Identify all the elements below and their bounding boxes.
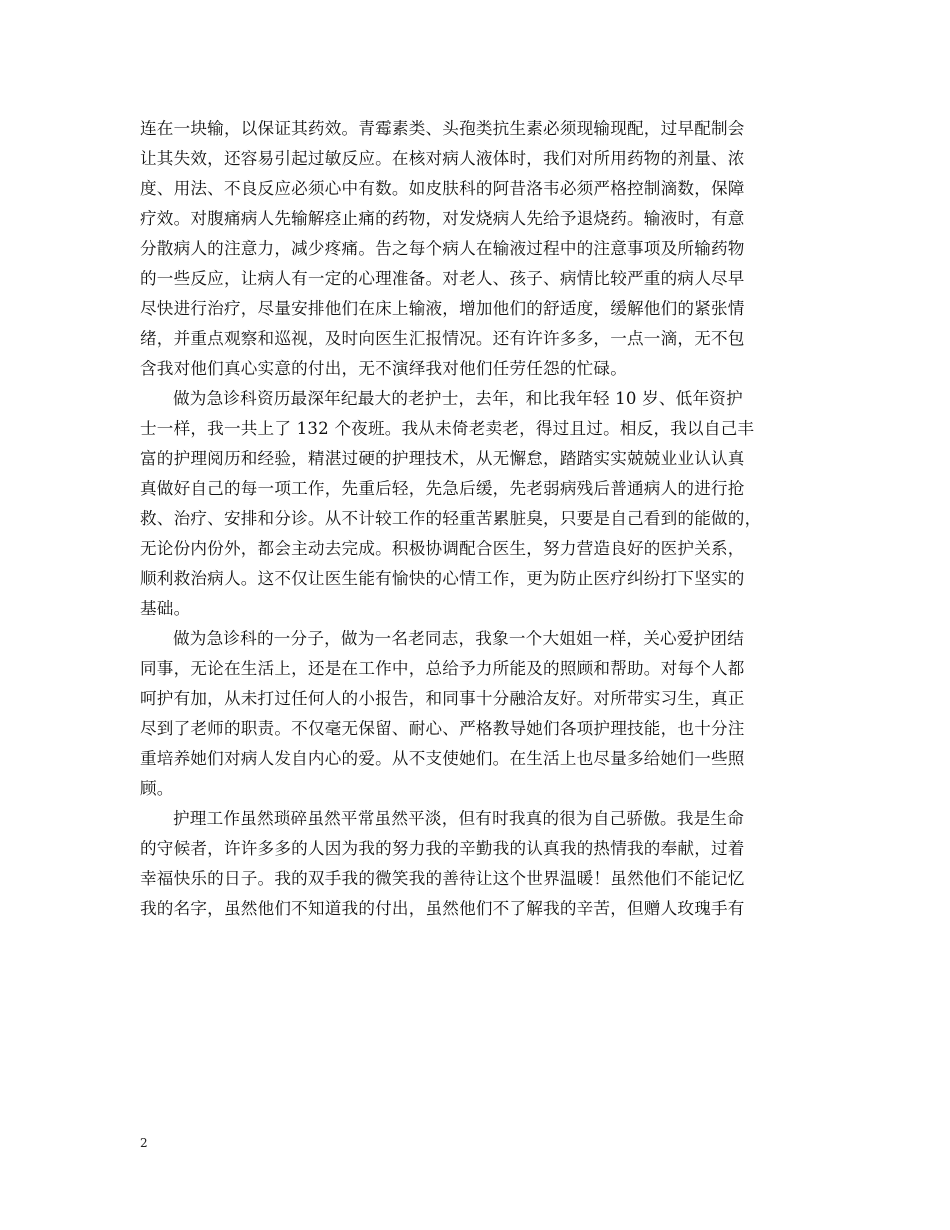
- text-line: 让其失效，还容易引起过敏反应。在核对病人液体时，我们对所用药物的剂量、浓: [140, 149, 745, 168]
- text-line: 的守候者，许许多多的人因为我的努力我的辛勤我的认真我的热情我的奉献，过着: [140, 839, 745, 858]
- paragraph-1: [140, 114, 815, 384]
- text-line: 做为急诊科资历最深年纪最大的老护士，去年，和比我年轻 10 岁、低年资护: [173, 389, 743, 408]
- text-line: 尽快进行治疗，尽量安排他们在床上输液，增加他们的舒适度，缓解他们的紧张情: [140, 299, 745, 318]
- text-line: 无论份内份外，都会主动去完成。积极协调配合医生，努力营造良好的医护关系，: [140, 539, 745, 558]
- text-line: 疗效。对腹痛病人先输解痉止痛的药物，对发烧病人先给予退烧药。输液时，有意: [140, 209, 745, 228]
- paragraph-4: [140, 804, 815, 924]
- text-line: 呵护有加，从未打过任何人的小报告，和同事十分融洽友好。对所带实习生，真正: [140, 689, 745, 708]
- text-line: 含我对他们真心实意的付出，无不演绎我对他们任劳任怨的忙碌。: [140, 359, 628, 378]
- text-line: 真做好自己的每一项工作，先重后轻，先急后缓，先老弱病残后普通病人的进行抢: [140, 479, 745, 498]
- text-line: 顺利救治病人。这不仅让医生能有愉快的心情工作，更为防止医疗纠纷打下坚实的: [140, 569, 745, 588]
- text-line: 尽到了老师的职责。不仅毫无保留、耐心、严格教导她们各项护理技能，也十分注: [140, 719, 745, 738]
- text-line: 重培养她们对病人发自内心的爱。从不支使她们。在生活上也尽量多给她们一些照: [140, 749, 745, 768]
- text-line: 做为急诊科的一分子，做为一名老同志，我象一个大姐姐一样，关心爱护团结: [173, 629, 744, 648]
- text-line: 幸福快乐的日子。我的双手我的微笑我的善待让这个世界温暖！虽然他们不能记忆: [140, 869, 745, 888]
- text-line: 富的护理阅历和经验，精湛过硬的护理技术，从无懈怠，踏踏实实兢兢业业认认真: [140, 449, 745, 468]
- document-body: [140, 114, 815, 924]
- text-line: 分散病人的注意力，减少疼痛。告之每个病人在输液过程中的注意事项及所输药物: [140, 239, 745, 258]
- paragraph-2: [140, 384, 815, 624]
- text-line: 护理工作虽然琐碎虽然平常虽然平淡，但有时我真的很为自己骄傲。我是生命: [173, 809, 744, 828]
- text-line: 我的名字，虽然他们不知道我的付出，虽然他们不了解我的辛苦，但赠人玫瑰手有: [140, 899, 745, 918]
- text-line: 同事，无论在生活上，还是在工作中，总给予力所能及的照顾和帮助。对每个人都: [140, 659, 745, 678]
- text-line: 绪，并重点观察和巡视，及时向医生汇报情况。还有许许多多，一点一滴，无不包: [140, 329, 745, 348]
- text-line: 连在一块输，以保证其药效。青霉素类、头孢类抗生素必须现输现配，过早配制会: [140, 119, 745, 138]
- text-line: 救、治疗、安排和分诊。从不计较工作的轻重苦累脏臭，只要是自己看到的能做的，: [140, 509, 762, 528]
- page-number: 2: [140, 1136, 148, 1150]
- text-line: 顾。: [140, 779, 174, 798]
- text-line: 的一些反应，让病人有一定的心理准备。对老人、孩子、病情比较严重的病人尽早: [140, 269, 745, 288]
- paragraph-3: [140, 624, 815, 804]
- text-line: 基础。: [140, 599, 191, 618]
- text-line: 士一样，我一共上了 132 个夜班。我从未倚老卖老，得过且过。相反，我以自己丰: [140, 419, 755, 438]
- text-line: 度、用法、不良反应必须心中有数。如皮肤科的阿昔洛韦必须严格控制滴数，保障: [140, 179, 745, 198]
